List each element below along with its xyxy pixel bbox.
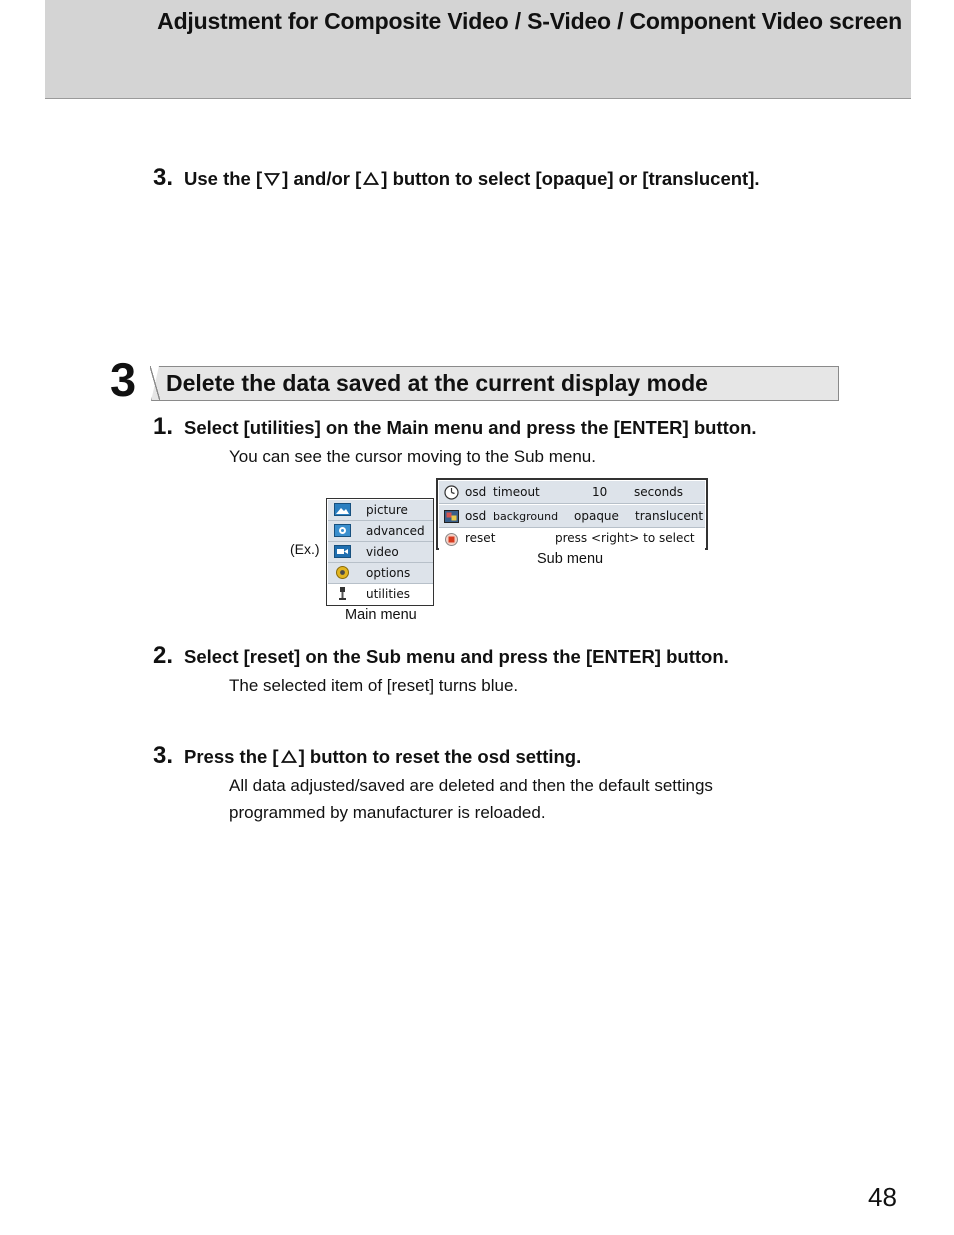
- sub-menu-caption: Sub menu: [537, 551, 604, 567]
- step-text-a: Use the [: [184, 168, 263, 189]
- page-number: 48: [868, 1182, 897, 1212]
- submenu-extra: seconds: [634, 485, 684, 499]
- header-title: Adjustment for Composite Video / S-Video / Component Video screen: [157, 8, 902, 34]
- step-text-c: ] button to select [opaque] or [translucent].: [381, 168, 760, 189]
- menu-item-label: picture: [366, 503, 408, 517]
- submenu-label: background: [493, 510, 559, 523]
- step-description-line-2: programmed by manufacturer is reloaded.: [229, 803, 546, 822]
- picture-icon: [334, 503, 351, 516]
- step-number: 1.: [153, 413, 174, 440]
- step-select-utilities: [153, 413, 757, 441]
- step-text-b: ] button to reset the osd setting.: [298, 746, 582, 767]
- step-description: The selected item of [reset] turns blue.: [229, 676, 519, 695]
- step-description: You can see the cursor moving to the Sub menu.: [229, 447, 596, 466]
- step-number: 3.: [153, 164, 174, 191]
- menu-item-label: advanced: [366, 524, 425, 538]
- submenu-row-reset: [439, 528, 705, 551]
- submenu-value: opaque: [574, 509, 619, 523]
- submenu-label: osd: [465, 509, 487, 523]
- video-icon: [334, 545, 351, 558]
- main-menu: [326, 498, 434, 606]
- menu-item-label: utilities: [366, 587, 410, 601]
- step-text: Select [utilities] on the Main menu and press the [ENTER] button.: [184, 417, 757, 438]
- step-text-a: Press the [: [184, 746, 279, 767]
- submenu-row-osd-background: [439, 505, 705, 528]
- advanced-icon: [334, 524, 351, 537]
- down-triangle-icon: [264, 172, 280, 186]
- options-icon: [334, 566, 351, 579]
- submenu-value: 10: [592, 485, 608, 499]
- step-number: 3.: [153, 742, 174, 769]
- section-title: Delete the data saved at the current display mode: [166, 370, 708, 396]
- sub-menu: [436, 478, 708, 550]
- menu-item-video: [328, 542, 433, 563]
- step-text-b: ] and/or [: [282, 168, 362, 189]
- step-select-background: [153, 164, 760, 192]
- menu-item-advanced: [328, 521, 433, 542]
- step-number: 2.: [153, 642, 174, 669]
- clock-icon: [444, 485, 459, 500]
- menu-item-options: [328, 563, 433, 584]
- submenu-label: reset: [465, 531, 496, 545]
- reset-icon: [444, 532, 459, 547]
- step-text: Select [reset] on the Sub menu and press the [ENTER] button.: [184, 646, 729, 667]
- submenu-label: timeout: [493, 485, 540, 499]
- submenu-extra: translucent: [635, 509, 704, 523]
- section-bar-slant: [150, 366, 160, 401]
- step-description-line-1: All data adjusted/saved are deleted and then the default settings: [229, 776, 713, 795]
- page-header: [45, 0, 911, 99]
- up-triangle-icon: [363, 172, 379, 186]
- submenu-row-osd-timeout: [439, 481, 705, 504]
- up-triangle-icon: [281, 750, 297, 764]
- menu-item-picture: [328, 500, 433, 521]
- main-menu-caption: Main menu: [345, 607, 417, 623]
- background-icon: [444, 509, 459, 524]
- submenu-value: press <right> to select: [555, 531, 695, 545]
- menu-item-label: options: [366, 566, 411, 580]
- menu-item-utilities: [328, 584, 433, 605]
- step-reset-osd: [153, 742, 581, 770]
- submenu-label: osd: [465, 485, 487, 499]
- utilities-icon: [334, 587, 351, 600]
- menu-item-label: video: [366, 545, 399, 559]
- step-select-reset: [153, 642, 729, 670]
- section-number: 3: [110, 353, 137, 406]
- example-label: (Ex.): [290, 541, 320, 557]
